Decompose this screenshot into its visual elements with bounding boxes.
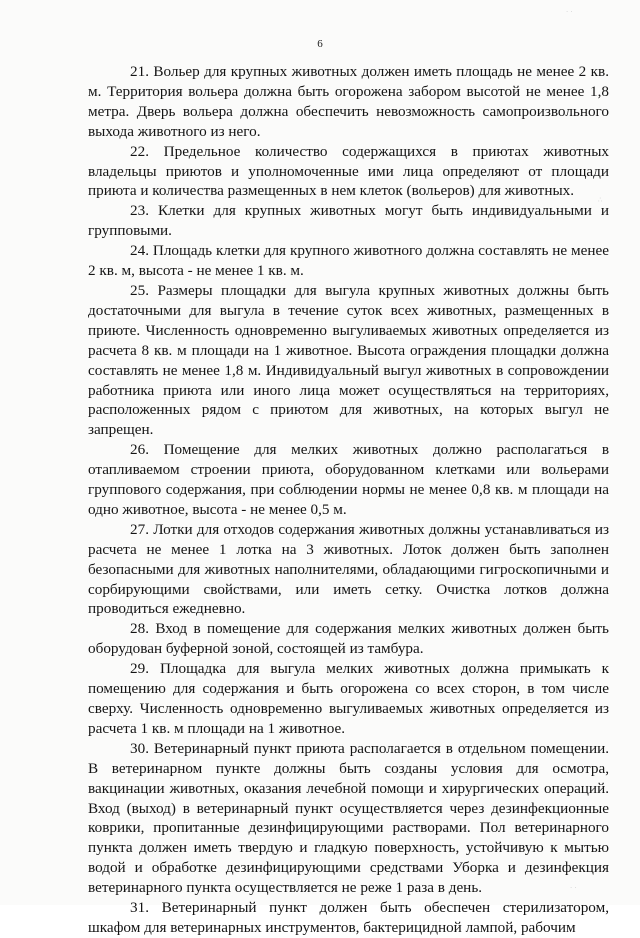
paragraph-30: 30. Ветеринарный пункт приюта располагается в отдельном помещении. В ветеринарном пункте должны быть созданы условия для осмотра, вакцинации животных, оказания лечебной помощи и хирургических операций. Вход (выход) в ветеринарный пункт осуществляется через дезинфекционные коврики, пропитанные дезинфицирующими растворами. Пол ветеринарного пункта должен иметь твердую и гладкую поверхность, устойчивую к мытью водой и обработке дезинфицирующими средствами Уборка и дезинфекция ветеринарного пункта осуществляется не реже 1 раза в день. [88, 739, 609, 897]
paragraph-29: 29. Площадка для выгула мелких животных должна примыкать к помещению для содержания и быть огорожена со всех сторон, в том числе сверху. Численность одновременно выгуливаемых животных определяется из расчета 1 кв. м площади на 1 животное. [88, 660, 609, 737]
page-number: 6 [317, 38, 323, 50]
paragraph-25: 25. Размеры площадки для выгула крупных животных должны быть достаточными для выгула в течение суток всех животных, размещенных в приюте. Численность одновременно выгуливаемых животных определяется из расчета 8 кв. м площади на 1 животное. Высота ограждения площадки должна составлять не менее 1,8 м. Индивидуальный выгул животных в сопровождении работника приюта или иного лица может осуществляться на территориях, расположенных рядом с приютом для животных, на которых выгул не запрещен. [88, 281, 609, 439]
paragraph-24: 24. Площадь клетки для крупного животного должна составлять не менее 2 кв. м, высота - не менее 1 кв. м. [88, 242, 609, 280]
paragraph-22: 22. Предельное количество содержащихся в приютах животных владельцы приютов и уполномоченные ими лица определяют от площади приюта и количества размещенных в нем клеток (вольеров) для животных. [88, 142, 609, 200]
paragraph-21: 21. Вольер для крупных животных должен иметь площадь не менее 2 кв. м. Территория вольера должна быть огорожена забором высотой не менее 1,8 метра. Дверь вольера должна обеспечить невозможность самопроизвольного выхода животного из него. [88, 63, 609, 140]
paragraph-31: 31. Ветеринарный пункт должен быть обеспечен стерилизатором, шкафом для ветеринарных инструментов, бактерицидной лампой, рабочим [88, 899, 609, 936]
scan-speck-icon: ∴ [598, 196, 603, 204]
scan-speck-icon: · · [566, 8, 573, 16]
document-body [88, 62, 609, 938]
scan-speck-icon: · · [570, 884, 577, 892]
paragraph-27: 27. Лотки для отходов содержания животных должны устанавливаться из расчета не менее 1 лотка на 3 животных. Лоток должен быть заполнен безопасными для животных наполнителями, обладающими гигроскопичными и сорбирующими свойствами, или иметь сетку. Очистка лотков должна проводиться ежедневно. [88, 520, 609, 618]
paragraph-28: 28. Вход в помещение для содержания мелких животных должен быть оборудован буферной зоной, состоящей из тамбура. [88, 620, 609, 658]
paragraph-23: 23. Клетки для крупных животных могут быть индивидуальными и групповыми. [88, 202, 609, 240]
paragraph-26: 26. Помещение для мелких животных должно располагаться в отапливаемом строении приюта, оборудованном клетками или вольерами группового содержания, при соблюдении нормы не менее 0,8 кв. м площади на одно животное, высота - не менее 0,5 м. [88, 441, 609, 518]
